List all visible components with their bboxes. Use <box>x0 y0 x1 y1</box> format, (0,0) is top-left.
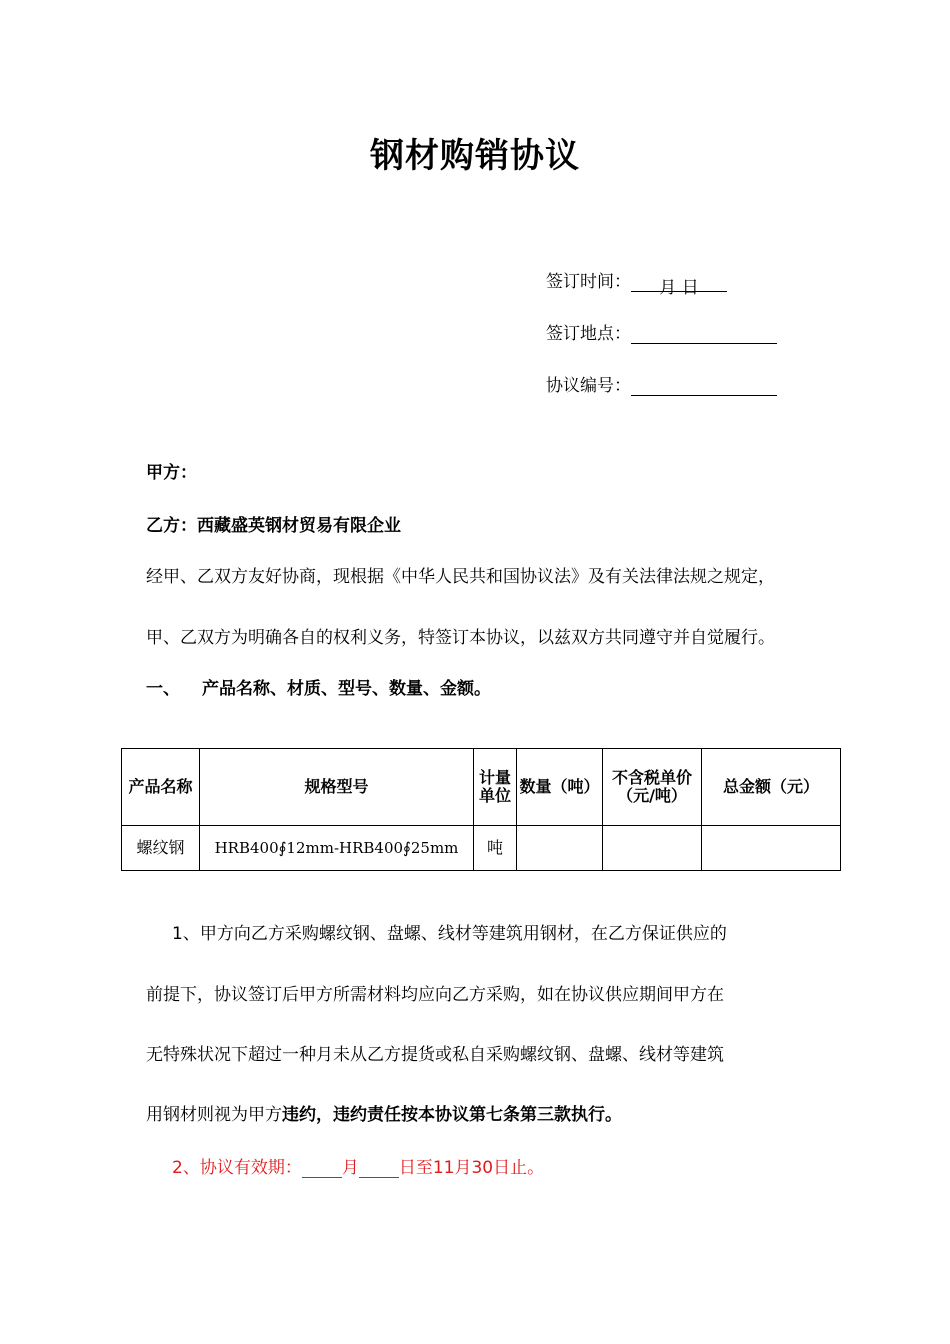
party-a: 甲方： <box>146 463 197 483</box>
document-title: 钢材购销协议 <box>370 136 580 176</box>
cell-unit-price <box>603 826 702 871</box>
header-unit-price: 不含税单价（元/吨） <box>603 749 702 826</box>
contract-no-blank <box>631 377 777 396</box>
clause-1-line-2: 前提下，协议签订后甲方所需材料均应向乙方采购，如在协议供应期间甲方在 <box>146 985 724 1005</box>
clause-2-day-blank <box>359 1159 399 1178</box>
party-b: 乙方：西藏盛英钢材贸易有限企业 <box>146 516 401 536</box>
contract-no-line <box>546 371 777 396</box>
cell-unit: 吨 <box>474 826 517 871</box>
sign-time-value: 月 日 <box>631 273 727 292</box>
sign-time-label: 签订时间： <box>546 272 631 292</box>
section-1-number: 一、 <box>146 679 180 699</box>
cell-total <box>702 826 841 871</box>
clause-2-prefix: 2、协议有效期： <box>172 1158 302 1178</box>
clause-1-line-3: 无特殊状况下超过一种月未从乙方提货或私自采购螺纹钢、盘螺、线材等建筑 <box>146 1045 724 1065</box>
header-spec: 规格型号 <box>200 749 474 826</box>
intro-line-2: 甲、乙双方为明确各自的权利义务，特签订本协议，以兹双方共同遵守并自觉履行。 <box>146 628 775 648</box>
header-product-name: 产品名称 <box>122 749 200 826</box>
header-total: 总金额（元） <box>702 749 841 826</box>
section-1-title: 产品名称、材质、型号、数量、金额。 <box>202 679 491 699</box>
clause-1-line-4-bold: 违约，违约责任按本协议第七条第三款执行。 <box>282 1105 622 1125</box>
clause-1-line-4-normal: 用钢材则视为甲方 <box>146 1105 282 1125</box>
intro-line-1: 经甲、乙双方友好协商，现根据《中华人民共和国协议法》及有关法律法规之规定， <box>146 567 775 587</box>
header-quantity: 数量（吨） <box>517 749 603 826</box>
sign-time-line <box>546 267 727 298</box>
table-row <box>122 826 841 871</box>
cell-spec: HRB400∮12mm-HRB400∮25mm <box>200 826 474 871</box>
clause-1-line-4 <box>146 1100 622 1125</box>
section-1-heading <box>146 674 491 699</box>
table-header-row <box>122 749 841 826</box>
goods-table <box>121 748 841 871</box>
cell-product-name: 螺纹钢 <box>122 826 200 871</box>
header-unit: 计量单位 <box>474 749 517 826</box>
clause-2-month: 月 <box>341 1158 359 1178</box>
clause-2-suffix: 日至11月30日止。 <box>398 1158 545 1178</box>
clause-2 <box>172 1153 544 1178</box>
sign-place-line <box>546 319 777 344</box>
sign-place-blank <box>631 325 777 344</box>
clause-1-line-1: 1、甲方向乙方采购螺纹钢、盘螺、线材等建筑用钢材，在乙方保证供应的 <box>172 924 727 944</box>
contract-no-label: 协议编号： <box>546 376 631 396</box>
cell-quantity <box>517 826 603 871</box>
sign-place-label: 签订地点： <box>546 324 631 344</box>
clause-2-month-blank <box>302 1159 342 1178</box>
